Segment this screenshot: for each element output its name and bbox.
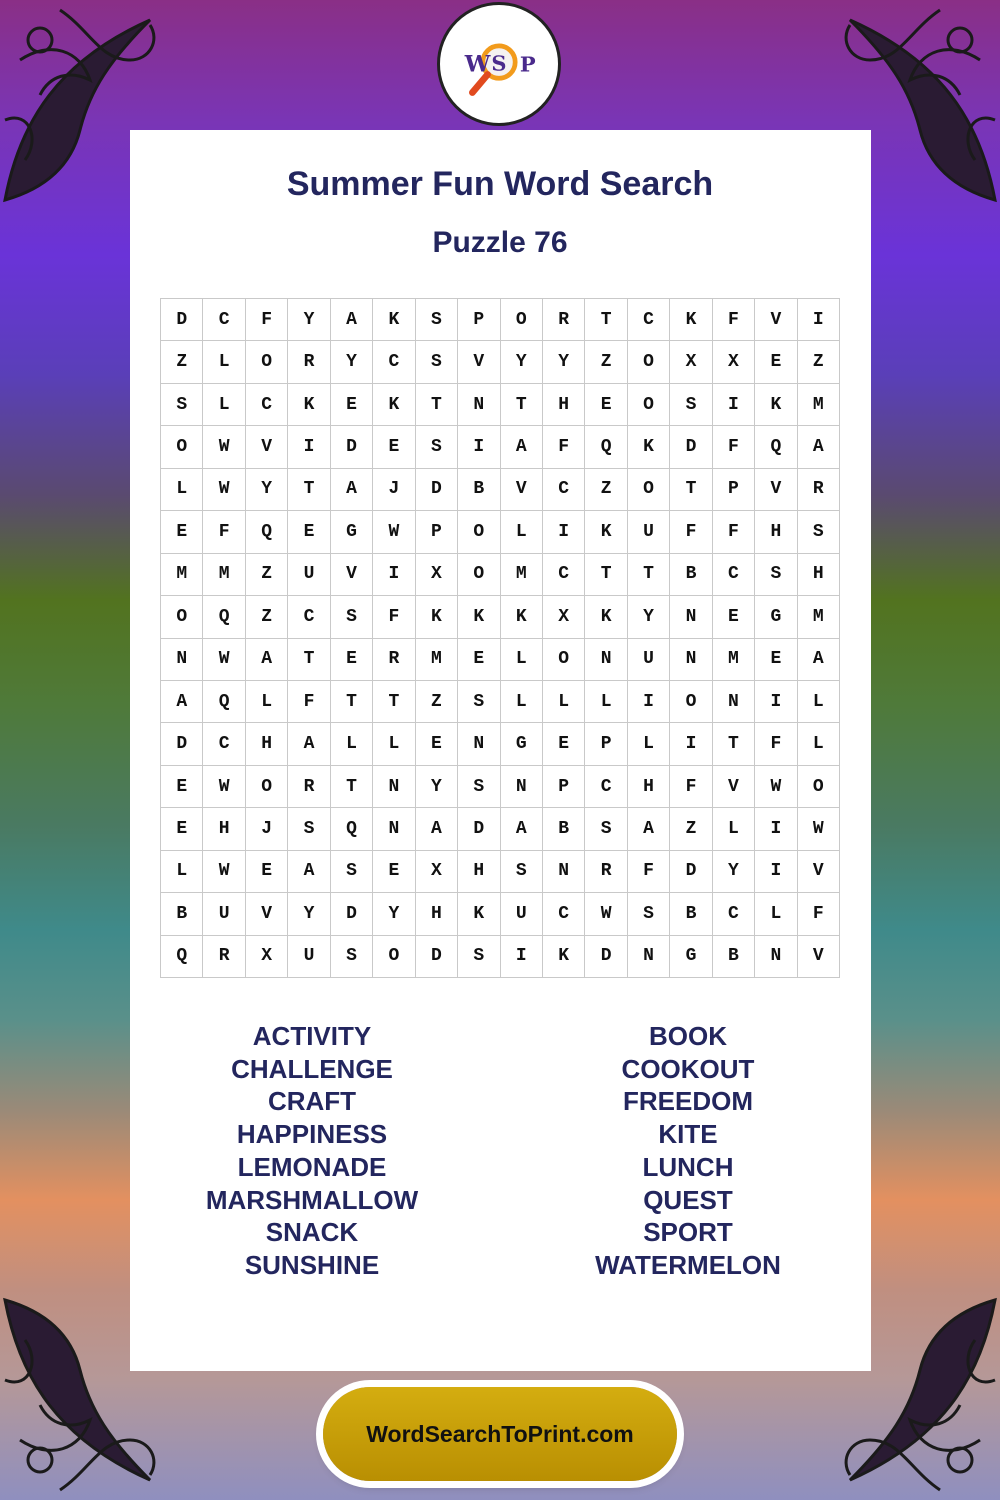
grid-cell[interactable]: E [458, 639, 500, 681]
grid-cell[interactable]: S [458, 936, 500, 978]
grid-cell[interactable]: W [203, 766, 245, 808]
grid-cell[interactable]: D [585, 936, 627, 978]
grid-cell[interactable]: O [458, 511, 500, 553]
grid-cell[interactable]: D [331, 426, 373, 468]
grid-cell[interactable]: E [713, 596, 755, 638]
grid-cell[interactable]: G [755, 596, 797, 638]
word-item: SUNSHINE [244, 1249, 380, 1280]
grid-cell[interactable]: W [373, 511, 415, 553]
grid-cell[interactable]: Y [246, 469, 288, 511]
grid-cell[interactable]: H [543, 384, 585, 426]
site-logo[interactable] [437, 2, 561, 126]
grid-cell[interactable]: Z [670, 808, 712, 850]
grid-cell[interactable]: M [798, 596, 840, 638]
grid-cell[interactable]: L [161, 851, 203, 893]
grid-cell[interactable]: P [713, 469, 755, 511]
grid-cell[interactable]: S [458, 766, 500, 808]
grid-cell[interactable]: S [585, 808, 627, 850]
grid-cell[interactable]: T [288, 469, 330, 511]
grid-cell[interactable]: H [458, 851, 500, 893]
grid-cell[interactable]: W [203, 426, 245, 468]
grid-cell[interactable]: K [585, 596, 627, 638]
grid-cell[interactable]: O [543, 639, 585, 681]
grid-cell[interactable]: V [755, 299, 797, 341]
grid-cell[interactable]: C [543, 554, 585, 596]
grid-cell[interactable]: C [628, 299, 670, 341]
grid-cell[interactable]: W [585, 893, 627, 935]
grid-cell[interactable]: Q [331, 808, 373, 850]
grid-cell[interactable]: C [713, 554, 755, 596]
grid-cell[interactable]: L [585, 681, 627, 723]
word-item: FREEDOM [623, 1086, 753, 1117]
grid-cell[interactable]: B [713, 936, 755, 978]
grid-cell[interactable]: I [798, 299, 840, 341]
grid-cell[interactable]: X [713, 341, 755, 383]
grid-cell[interactable]: S [331, 596, 373, 638]
grid-cell[interactable]: R [373, 639, 415, 681]
grid-cell[interactable]: L [755, 893, 797, 935]
grid-cell[interactable]: E [373, 851, 415, 893]
grid-cell[interactable]: A [161, 681, 203, 723]
grid-cell[interactable]: I [543, 511, 585, 553]
letter-grid [160, 298, 840, 978]
grid-cell[interactable]: N [670, 639, 712, 681]
grid-cell[interactable]: E [373, 426, 415, 468]
grid-cell[interactable]: Z [585, 341, 627, 383]
grid-cell[interactable]: U [628, 639, 670, 681]
grid-cell[interactable]: Q [203, 681, 245, 723]
word-item: CHALLENGE [231, 1053, 393, 1084]
word-item: CRAFT [267, 1086, 357, 1117]
grid-cell[interactable]: Y [288, 299, 330, 341]
word-item: MARSHMALLOW [205, 1184, 419, 1215]
grid-cell[interactable]: T [288, 639, 330, 681]
grid-cell[interactable]: B [670, 554, 712, 596]
grid-cell[interactable]: L [501, 681, 543, 723]
grid-cell[interactable]: N [161, 639, 203, 681]
logo-letter-p: P [519, 51, 536, 77]
grid-cell[interactable]: O [501, 299, 543, 341]
grid-cell[interactable]: K [373, 384, 415, 426]
grid-cell[interactable]: K [585, 511, 627, 553]
grid-cell[interactable]: K [501, 596, 543, 638]
word-item: HAPPINESS [236, 1119, 388, 1150]
grid-cell[interactable]: B [543, 808, 585, 850]
grid-cell[interactable]: J [373, 469, 415, 511]
grid-cell[interactable]: A [501, 808, 543, 850]
grid-cell[interactable]: W [755, 766, 797, 808]
grid-cell[interactable]: C [373, 341, 415, 383]
grid-cell[interactable]: E [416, 723, 458, 765]
grid-cell[interactable]: W [203, 851, 245, 893]
grid-cell[interactable]: T [501, 384, 543, 426]
grid-cell[interactable]: T [373, 681, 415, 723]
grid-cell[interactable]: Z [798, 341, 840, 383]
grid-cell[interactable]: G [331, 511, 373, 553]
grid-cell[interactable]: L [798, 681, 840, 723]
grid-cell[interactable]: M [713, 639, 755, 681]
word-item: KITE [658, 1119, 718, 1150]
grid-cell[interactable]: Q [755, 426, 797, 468]
grid-cell[interactable]: C [543, 469, 585, 511]
word-item: QUEST [643, 1184, 733, 1215]
grid-cell[interactable]: S [416, 299, 458, 341]
grid-cell[interactable]: C [203, 723, 245, 765]
grid-cell[interactable]: E [755, 639, 797, 681]
grid-cell[interactable]: E [331, 639, 373, 681]
grid-cell[interactable]: U [203, 893, 245, 935]
grid-cell[interactable]: V [713, 766, 755, 808]
grid-cell[interactable]: T [331, 766, 373, 808]
logo-letter-s: S [491, 50, 507, 76]
grid-cell[interactable]: I [755, 851, 797, 893]
grid-cell[interactable]: V [798, 851, 840, 893]
grid-cell[interactable]: Y [331, 341, 373, 383]
grid-cell[interactable]: S [416, 426, 458, 468]
grid-cell[interactable]: S [755, 554, 797, 596]
grid-cell[interactable]: C [203, 299, 245, 341]
grid-cell[interactable]: A [288, 723, 330, 765]
page-title: Summer Fun Word Search [286, 165, 714, 203]
grid-cell[interactable]: N [670, 596, 712, 638]
word-list-left [152, 1020, 472, 1282]
grid-cell[interactable]: N [755, 936, 797, 978]
grid-cell[interactable]: A [798, 426, 840, 468]
grid-cell[interactable]: H [798, 554, 840, 596]
grid-cell[interactable]: E [246, 851, 288, 893]
grid-cell[interactable]: K [416, 596, 458, 638]
grid-cell[interactable]: I [670, 723, 712, 765]
grid-cell[interactable]: R [288, 341, 330, 383]
grid-cell[interactable]: I [288, 426, 330, 468]
grid-cell[interactable]: N [543, 851, 585, 893]
grid-cell[interactable]: R [288, 766, 330, 808]
grid-cell[interactable]: X [246, 936, 288, 978]
grid-cell[interactable]: L [246, 681, 288, 723]
grid-cell[interactable]: E [161, 511, 203, 553]
grid-cell[interactable]: T [670, 469, 712, 511]
grid-cell[interactable]: F [373, 596, 415, 638]
grid-cell[interactable]: F [288, 681, 330, 723]
grid-cell[interactable]: E [331, 384, 373, 426]
grid-cell[interactable]: V [246, 893, 288, 935]
grid-cell[interactable]: Z [585, 469, 627, 511]
grid-cell[interactable]: F [713, 511, 755, 553]
grid-cell[interactable]: S [628, 893, 670, 935]
grid-cell[interactable]: F [670, 511, 712, 553]
grid-cell[interactable]: N [373, 808, 415, 850]
grid-cell[interactable]: F [543, 426, 585, 468]
grid-cell[interactable]: L [798, 723, 840, 765]
grid-cell[interactable]: D [161, 723, 203, 765]
grid-cell[interactable]: T [416, 384, 458, 426]
grid-cell[interactable]: S [458, 681, 500, 723]
grid-cell[interactable]: V [798, 936, 840, 978]
grid-cell[interactable]: E [288, 511, 330, 553]
grid-cell[interactable]: L [161, 469, 203, 511]
grid-cell[interactable]: M [501, 554, 543, 596]
grid-cell[interactable]: E [585, 384, 627, 426]
word-item: WATERMELON [595, 1249, 781, 1280]
grid-cell[interactable]: N [373, 766, 415, 808]
grid-cell[interactable]: O [161, 596, 203, 638]
grid-cell[interactable]: B [670, 893, 712, 935]
grid-cell[interactable]: C [713, 893, 755, 935]
grid-cell[interactable]: A [246, 639, 288, 681]
word-item: LUNCH [642, 1151, 734, 1182]
grid-cell[interactable]: F [713, 426, 755, 468]
grid-cell[interactable]: X [670, 341, 712, 383]
grid-cell[interactable]: Z [246, 596, 288, 638]
grid-cell[interactable]: S [288, 808, 330, 850]
grid-cell[interactable]: T [713, 723, 755, 765]
grid-cell[interactable]: L [628, 723, 670, 765]
grid-cell[interactable]: A [416, 808, 458, 850]
grid-cell[interactable]: Y [501, 341, 543, 383]
grid-cell[interactable]: H [628, 766, 670, 808]
grid-cell[interactable]: R [798, 469, 840, 511]
grid-cell[interactable]: N [458, 384, 500, 426]
grid-cell[interactable]: S [331, 851, 373, 893]
grid-cell[interactable]: X [416, 554, 458, 596]
grid-cell[interactable]: O [798, 766, 840, 808]
grid-cell[interactable]: L [713, 808, 755, 850]
website-button[interactable]: WordSearchToPrint.com [323, 1387, 677, 1481]
grid-cell[interactable]: S [161, 384, 203, 426]
grid-cell[interactable]: D [161, 299, 203, 341]
grid-cell[interactable]: Z [161, 341, 203, 383]
grid-cell[interactable]: O [670, 681, 712, 723]
grid-cell[interactable]: H [755, 511, 797, 553]
grid-cell[interactable]: P [585, 723, 627, 765]
grid-cell[interactable]: S [670, 384, 712, 426]
grid-cell[interactable]: D [670, 426, 712, 468]
grid-cell[interactable]: K [543, 936, 585, 978]
grid-cell[interactable]: R [203, 936, 245, 978]
grid-cell[interactable]: F [628, 851, 670, 893]
grid-cell[interactable]: B [458, 469, 500, 511]
grid-cell[interactable]: O [246, 341, 288, 383]
grid-cell[interactable]: U [501, 893, 543, 935]
grid-cell[interactable]: V [246, 426, 288, 468]
grid-cell[interactable]: A [628, 808, 670, 850]
grid-cell[interactable]: D [331, 893, 373, 935]
grid-cell[interactable]: K [458, 596, 500, 638]
grid-cell[interactable]: O [246, 766, 288, 808]
grid-cell[interactable]: F [246, 299, 288, 341]
grid-cell[interactable]: F [713, 299, 755, 341]
grid-cell[interactable]: S [501, 851, 543, 893]
grid-cell[interactable]: E [755, 341, 797, 383]
grid-cell[interactable]: I [713, 384, 755, 426]
grid-cell[interactable]: C [288, 596, 330, 638]
grid-cell[interactable]: D [416, 936, 458, 978]
grid-cell[interactable]: C [543, 893, 585, 935]
grid-cell[interactable]: D [458, 808, 500, 850]
grid-cell[interactable]: W [203, 639, 245, 681]
grid-cell[interactable]: I [755, 808, 797, 850]
grid-cell[interactable]: K [288, 384, 330, 426]
grid-cell[interactable]: R [585, 851, 627, 893]
grid-cell[interactable]: E [161, 766, 203, 808]
grid-cell[interactable]: A [331, 299, 373, 341]
grid-cell[interactable]: L [373, 723, 415, 765]
grid-cell[interactable]: Q [161, 936, 203, 978]
grid-cell[interactable]: K [373, 299, 415, 341]
grid-cell[interactable]: Y [543, 341, 585, 383]
word-item: SPORT [643, 1217, 733, 1248]
word-list-right [528, 1020, 848, 1282]
word-item: SNACK [265, 1217, 359, 1248]
grid-cell[interactable]: T [585, 299, 627, 341]
grid-cell[interactable]: Y [373, 893, 415, 935]
grid-cell[interactable]: B [161, 893, 203, 935]
grid-cell[interactable]: J [246, 808, 288, 850]
grid-cell[interactable]: U [288, 554, 330, 596]
grid-cell[interactable]: L [203, 384, 245, 426]
grid-cell[interactable]: H [246, 723, 288, 765]
grid-cell[interactable]: T [585, 554, 627, 596]
grid-cell[interactable]: A [288, 851, 330, 893]
grid-cell[interactable]: I [458, 426, 500, 468]
grid-cell[interactable]: H [416, 893, 458, 935]
grid-cell[interactable]: F [670, 766, 712, 808]
grid-cell[interactable]: A [331, 469, 373, 511]
grid-cell[interactable]: O [628, 469, 670, 511]
grid-cell[interactable]: T [331, 681, 373, 723]
grid-cell[interactable]: S [798, 511, 840, 553]
grid-cell[interactable]: V [755, 469, 797, 511]
grid-cell[interactable]: F [798, 893, 840, 935]
grid-cell[interactable]: L [203, 341, 245, 383]
grid-cell[interactable]: O [628, 384, 670, 426]
grid-cell[interactable]: Z [246, 554, 288, 596]
word-item: COOKOUT [621, 1053, 755, 1084]
grid-cell[interactable]: V [331, 554, 373, 596]
grid-cell[interactable]: N [585, 639, 627, 681]
grid-cell[interactable]: W [203, 469, 245, 511]
grid-cell[interactable]: L [501, 511, 543, 553]
grid-cell[interactable]: D [416, 469, 458, 511]
grid-cell[interactable]: M [203, 554, 245, 596]
grid-cell[interactable]: L [331, 723, 373, 765]
grid-cell[interactable]: P [458, 299, 500, 341]
grid-cell[interactable]: Q [246, 511, 288, 553]
grid-cell[interactable]: S [416, 341, 458, 383]
grid-cell[interactable]: X [543, 596, 585, 638]
grid-cell[interactable]: T [628, 554, 670, 596]
grid-cell[interactable]: E [543, 723, 585, 765]
grid-cell[interactable]: I [373, 554, 415, 596]
grid-cell[interactable]: P [543, 766, 585, 808]
logo-letter-w: W [464, 51, 491, 78]
grid-cell[interactable]: F [755, 723, 797, 765]
grid-cell[interactable]: V [458, 341, 500, 383]
grid-cell[interactable]: C [246, 384, 288, 426]
grid-cell[interactable]: Y [288, 893, 330, 935]
word-item: BOOK [649, 1021, 727, 1051]
grid-cell[interactable]: Z [416, 681, 458, 723]
grid-cell[interactable]: U [288, 936, 330, 978]
grid-cell[interactable]: M [798, 384, 840, 426]
grid-cell[interactable]: M [416, 639, 458, 681]
grid-cell[interactable]: V [501, 469, 543, 511]
grid-cell[interactable]: X [416, 851, 458, 893]
grid-cell[interactable]: I [628, 681, 670, 723]
puzzle-number: Puzzle 76 [432, 226, 568, 259]
grid-cell[interactable]: I [501, 936, 543, 978]
grid-cell[interactable]: K [458, 893, 500, 935]
grid-cell[interactable]: Y [628, 596, 670, 638]
grid-cell[interactable]: A [501, 426, 543, 468]
grid-cell[interactable]: N [501, 766, 543, 808]
grid-cell[interactable]: K [755, 384, 797, 426]
grid-cell[interactable]: N [458, 723, 500, 765]
grid-cell[interactable]: Q [203, 596, 245, 638]
grid-cell[interactable]: M [161, 554, 203, 596]
grid-cell[interactable]: I [755, 681, 797, 723]
grid-cell[interactable]: K [670, 299, 712, 341]
grid-cell[interactable]: K [628, 426, 670, 468]
grid-cell[interactable]: Q [585, 426, 627, 468]
grid-cell[interactable]: E [161, 808, 203, 850]
grid-cell[interactable]: O [161, 426, 203, 468]
grid-cell[interactable]: D [670, 851, 712, 893]
grid-cell[interactable]: A [798, 639, 840, 681]
grid-cell[interactable]: Y [713, 851, 755, 893]
grid-cell[interactable]: H [203, 808, 245, 850]
grid-cell[interactable]: P [416, 511, 458, 553]
grid-cell[interactable]: O [458, 554, 500, 596]
word-item: LEMONADE [237, 1151, 387, 1182]
grid-cell[interactable]: F [203, 511, 245, 553]
grid-cell[interactable]: S [331, 936, 373, 978]
grid-cell[interactable]: C [585, 766, 627, 808]
grid-cell[interactable]: O [628, 341, 670, 383]
grid-cell[interactable]: L [501, 639, 543, 681]
word-item: ACTIVITY [252, 1021, 372, 1051]
grid-cell[interactable]: N [713, 681, 755, 723]
grid-cell[interactable]: Y [416, 766, 458, 808]
grid-cell[interactable]: L [543, 681, 585, 723]
grid-cell[interactable]: U [628, 511, 670, 553]
grid-cell[interactable]: N [628, 936, 670, 978]
grid-cell[interactable]: W [798, 808, 840, 850]
grid-cell[interactable]: G [670, 936, 712, 978]
grid-cell[interactable]: R [543, 299, 585, 341]
grid-cell[interactable]: O [373, 936, 415, 978]
grid-cell[interactable]: G [501, 723, 543, 765]
